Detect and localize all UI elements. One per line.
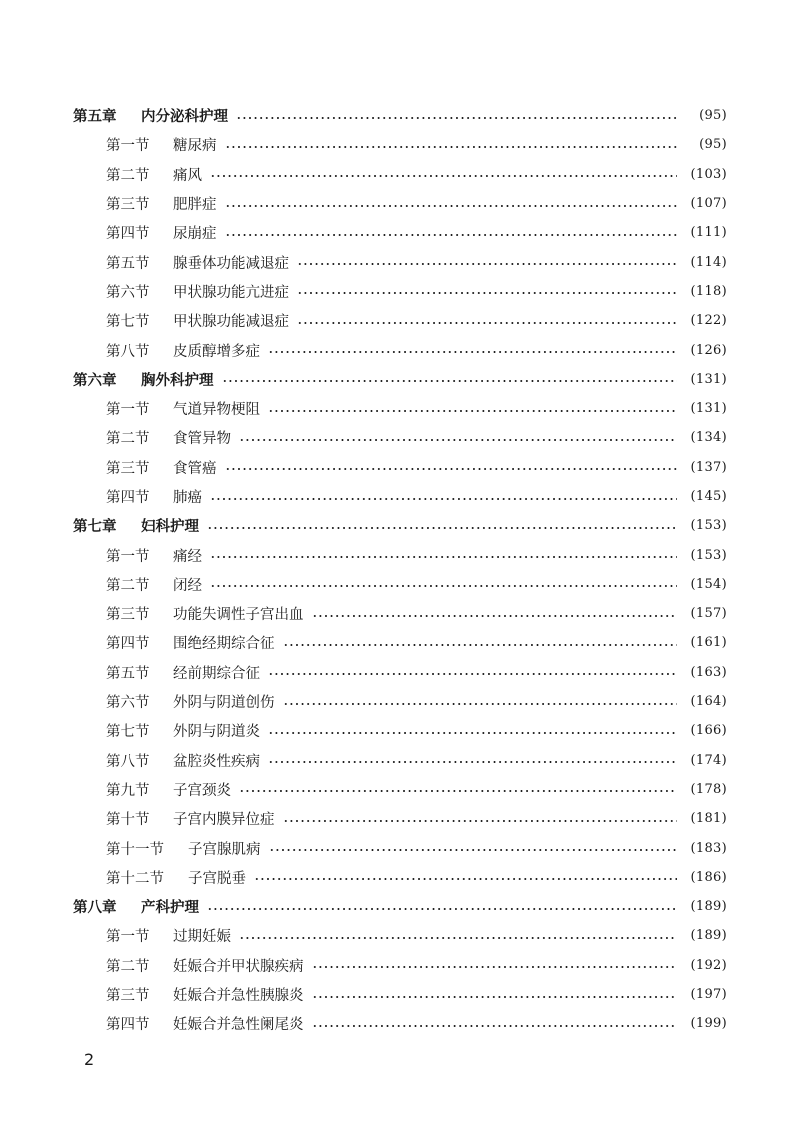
- section-label: 第十节: [106, 812, 150, 829]
- dot-leader: [225, 205, 678, 207]
- toc-section-entry[interactable]: [0, 540, 800, 569]
- toc-section-entry[interactable]: [0, 746, 800, 775]
- page-reference: (137): [690, 459, 727, 475]
- page-reference: (111): [690, 225, 727, 241]
- dot-leader: [312, 966, 678, 968]
- section-title: 食管异物: [173, 431, 231, 448]
- section-label: 第八节: [106, 343, 150, 360]
- page-reference: (197): [690, 987, 727, 1003]
- toc-section-entry[interactable]: [0, 687, 800, 716]
- table-of-contents: [0, 101, 800, 1039]
- section-title: 皮质醇增多症: [173, 343, 260, 360]
- section-label: 第三节: [106, 460, 150, 477]
- section-label: 第七节: [106, 724, 150, 741]
- toc-section-entry[interactable]: [0, 863, 800, 892]
- page-reference: (95): [699, 137, 727, 153]
- toc-section-entry[interactable]: [0, 599, 800, 628]
- toc-section-entry[interactable]: [0, 423, 800, 452]
- section-title: 围绝经期综合征: [173, 636, 275, 653]
- page-reference: (181): [690, 811, 727, 827]
- toc-section-entry[interactable]: [0, 482, 800, 511]
- toc-section-entry[interactable]: [0, 335, 800, 364]
- dot-leader: [268, 351, 677, 353]
- section-title: 甲状腺功能减退症: [173, 314, 289, 331]
- page-reference: (153): [690, 547, 727, 563]
- dot-leader: [239, 937, 677, 939]
- toc-section-entry[interactable]: [0, 277, 800, 306]
- page-reference: (192): [690, 957, 727, 973]
- page-reference: (107): [690, 196, 727, 212]
- section-label: 第二节: [106, 431, 150, 448]
- dot-leader: [210, 498, 677, 500]
- page-reference: (186): [690, 869, 727, 885]
- chapter-label: 第七章: [73, 518, 117, 536]
- section-label: 第五节: [106, 255, 150, 272]
- page-number: 2: [84, 1050, 95, 1069]
- section-label: 第一节: [106, 548, 150, 565]
- section-title: 闭经: [173, 577, 202, 594]
- chapter-title: 内分泌科护理: [141, 108, 228, 126]
- section-label: 第四节: [106, 1017, 150, 1034]
- page-reference: (189): [690, 928, 727, 944]
- toc-section-entry[interactable]: [0, 980, 800, 1009]
- section-label: 第十一节: [106, 841, 164, 858]
- chapter-title: 胸外科护理: [141, 371, 214, 389]
- dot-leader: [268, 732, 677, 734]
- dot-leader: [207, 527, 677, 529]
- section-label: 第一节: [106, 929, 150, 946]
- dot-leader: [297, 292, 677, 294]
- section-label: 第三节: [106, 197, 150, 214]
- chapter-title: 产科护理: [141, 899, 199, 917]
- dot-leader: [222, 380, 678, 382]
- page-reference: (154): [690, 576, 727, 592]
- toc-section-entry[interactable]: [0, 130, 800, 159]
- section-title: 肥胖症: [173, 197, 217, 214]
- section-title: 妊娠合并急性阑尾炎: [173, 1017, 304, 1034]
- section-label: 第四节: [106, 490, 150, 506]
- toc-section-entry[interactable]: [0, 1009, 800, 1038]
- toc-section-entry[interactable]: [0, 453, 800, 482]
- dot-leader: [283, 703, 678, 705]
- section-label: 第十二节: [106, 870, 164, 887]
- dot-leader: [210, 556, 677, 558]
- dot-leader: [283, 644, 678, 646]
- section-label: 第二节: [106, 577, 150, 594]
- dot-leader: [254, 878, 677, 880]
- dot-leader: [268, 410, 677, 412]
- section-label: 第三节: [106, 607, 150, 624]
- toc-section-entry[interactable]: [0, 247, 800, 276]
- page-reference: (95): [699, 108, 727, 124]
- page-reference: (114): [690, 254, 727, 270]
- section-title: 腺垂体功能减退症: [173, 255, 289, 272]
- section-label: 第二节: [106, 958, 150, 975]
- dot-leader: [297, 322, 677, 324]
- section-label: 第五节: [106, 665, 150, 682]
- page-reference: (174): [690, 752, 727, 768]
- chapter-label: 第六章: [73, 371, 117, 389]
- page-reference: (145): [690, 489, 727, 504]
- toc-section-entry[interactable]: [0, 160, 800, 189]
- dot-leader: [239, 439, 677, 441]
- section-title: 肺癌: [173, 490, 202, 506]
- section-label: 第八节: [106, 753, 150, 770]
- section-label: 第一节: [106, 402, 150, 419]
- section-title: 经前期综合征: [173, 665, 260, 682]
- dot-leader: [239, 790, 677, 792]
- toc-section-entry[interactable]: [0, 804, 800, 833]
- dot-leader: [297, 263, 677, 265]
- page-reference: (178): [690, 781, 727, 797]
- page-reference: (122): [690, 313, 727, 329]
- section-label: 第三节: [106, 988, 150, 1005]
- page-reference: (118): [690, 283, 727, 299]
- section-title: 气道异物梗阻: [173, 402, 260, 419]
- page-reference: (131): [690, 401, 727, 417]
- section-title: 糖尿病: [173, 138, 217, 155]
- page-reference: (161): [690, 635, 727, 651]
- page-reference: (189): [690, 899, 727, 915]
- dot-leader: [283, 820, 678, 822]
- section-label: 第九节: [106, 782, 150, 799]
- chapter-title: 妇科护理: [141, 518, 199, 536]
- section-title: 子宫颈炎: [173, 782, 231, 799]
- section-title: 甲状腺功能亢进症: [173, 284, 289, 301]
- section-label: 第二节: [106, 167, 150, 184]
- toc-section-entry[interactable]: [0, 833, 800, 862]
- page-reference: (103): [690, 166, 727, 182]
- section-title: 子宫腺肌病: [188, 841, 261, 858]
- section-title: 食管癌: [173, 460, 217, 477]
- section-title: 外阴与阴道炎: [173, 724, 260, 741]
- dot-leader: [225, 468, 678, 470]
- page-reference: (199): [690, 1016, 727, 1032]
- dot-leader: [268, 761, 677, 763]
- section-label: 第四节: [106, 226, 150, 243]
- section-title: 子宫内膜异位症: [173, 812, 275, 829]
- page-reference: (131): [690, 371, 727, 387]
- section-label: 第七节: [106, 314, 150, 331]
- dot-leader: [312, 1025, 678, 1027]
- toc-chapter-entry[interactable]: [0, 892, 800, 921]
- toc-section-entry[interactable]: [0, 775, 800, 804]
- chapter-label: 第五章: [73, 108, 117, 126]
- chapter-label: 第八章: [73, 899, 117, 917]
- page-reference: (166): [690, 723, 727, 739]
- section-title: 妊娠合并甲状腺疾病: [173, 958, 304, 975]
- dot-leader: [210, 585, 677, 587]
- section-title: 妊娠合并急性胰腺炎: [173, 988, 304, 1005]
- section-title: 盆腔炎性疾病: [173, 753, 260, 770]
- page-reference: (153): [690, 518, 727, 534]
- toc-section-entry[interactable]: [0, 921, 800, 950]
- page-reference: (163): [690, 664, 727, 680]
- page-reference: (183): [690, 840, 727, 856]
- dot-leader: [207, 908, 677, 910]
- dot-leader: [268, 673, 677, 675]
- section-label: 第六节: [106, 284, 150, 301]
- toc-section-entry[interactable]: [0, 628, 800, 657]
- section-title: 子宫脱垂: [188, 870, 246, 887]
- dot-leader: [312, 996, 678, 998]
- section-title: 痛经: [173, 548, 202, 565]
- dot-leader: [225, 146, 678, 148]
- page-reference: (134): [690, 430, 727, 446]
- toc-section-entry[interactable]: [0, 218, 800, 247]
- page-reference: (157): [690, 606, 727, 622]
- section-label: 第四节: [106, 636, 150, 653]
- dot-leader: [225, 234, 678, 236]
- page-reference: (126): [690, 342, 727, 358]
- dot-leader: [312, 615, 678, 617]
- section-title: 过期妊娠: [173, 929, 231, 946]
- toc-chapter-entry[interactable]: [0, 365, 800, 394]
- toc-section-entry[interactable]: [0, 716, 800, 745]
- section-label: 第一节: [106, 138, 150, 155]
- dot-leader: [236, 117, 677, 119]
- toc-section-entry[interactable]: [0, 658, 800, 687]
- toc-section-entry[interactable]: [0, 570, 800, 599]
- toc-section-entry[interactable]: [0, 394, 800, 423]
- toc-chapter-entry[interactable]: [0, 101, 800, 130]
- dot-leader: [269, 849, 678, 851]
- section-title: 痛风: [173, 167, 202, 184]
- section-title: 尿崩症: [173, 226, 217, 243]
- page-reference: (164): [690, 694, 727, 710]
- section-label: 第六节: [106, 695, 150, 712]
- section-title: 功能失调性子宫出血: [173, 607, 304, 624]
- toc-section-entry[interactable]: [0, 189, 800, 218]
- toc-section-entry[interactable]: [0, 306, 800, 335]
- toc-section-entry[interactable]: [0, 951, 800, 980]
- dot-leader: [210, 175, 677, 177]
- section-title: 外阴与阴道创伤: [173, 695, 275, 712]
- toc-chapter-entry[interactable]: [0, 511, 800, 540]
